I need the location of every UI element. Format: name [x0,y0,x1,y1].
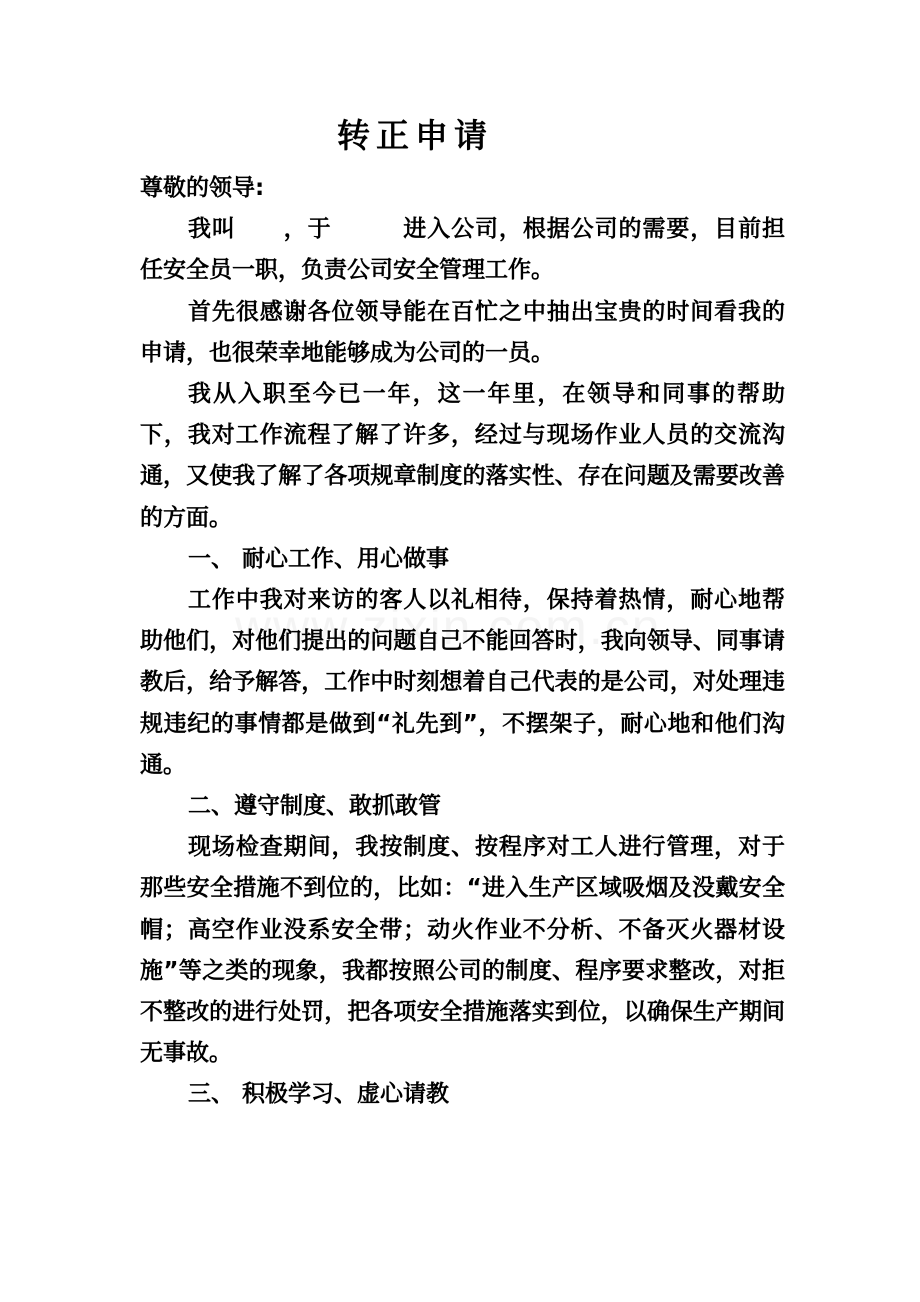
section-heading-1: 一、 耐心工作、用心做事 [188,545,450,572]
document-title: 转正申请 [337,116,493,155]
section-heading-3: 三、 积极学习、虚心请教 [188,1081,450,1108]
paragraph-thanks: 首先很感谢各位领导能在百忙之中抽出宝贵的时间看我的申请，也很荣幸地能够成为公司的一员。 [140,298,785,366]
salutation: 尊敬的领导: [140,175,265,201]
paragraph-section-1: 工作中我对来访的客人以礼相待，保持着热情，耐心地帮助他们，对他们提出的问题自己不能回答时，我向领导、同事请教后，给予解答，工作中时刻想着自己代表的是公司，对处理违规违纪的事情都是做到“礼先到”，不摆架子，耐心地和他们沟通。 [140,587,785,778]
paragraph-section-2: 现场检查期间，我按制度、按程序对工人进行管理，对于那些安全措施不到位的，比如：“进入生产区域吸烟及没戴安全帽；高空作业没系安全带；动火作业不分析、不备灭火器材设施”等之类的现象，我都按照公司的制度、程序要求整改，对拒不整改的进行处罚，把各项安全措施落实到位，以确保生产期间无事故。 [140,834,785,1067]
document-body [140,168,785,1116]
paragraph-intro: 我叫 ，于 进入公司，根据公司的需要，目前担任安全员一职，负责公司安全管理工作。 [140,216,785,284]
paragraph-experience: 我从入职至今已一年，这一年里，在领导和同事的帮助下，我对工作流程了解了许多，经过与现场作业人员的交流沟通，又使我了解了各项规章制度的落实性、存在问题及需要改善的方面。 [140,381,785,531]
section-heading-2: 二、遵守制度、敢抓敢管 [188,793,441,820]
